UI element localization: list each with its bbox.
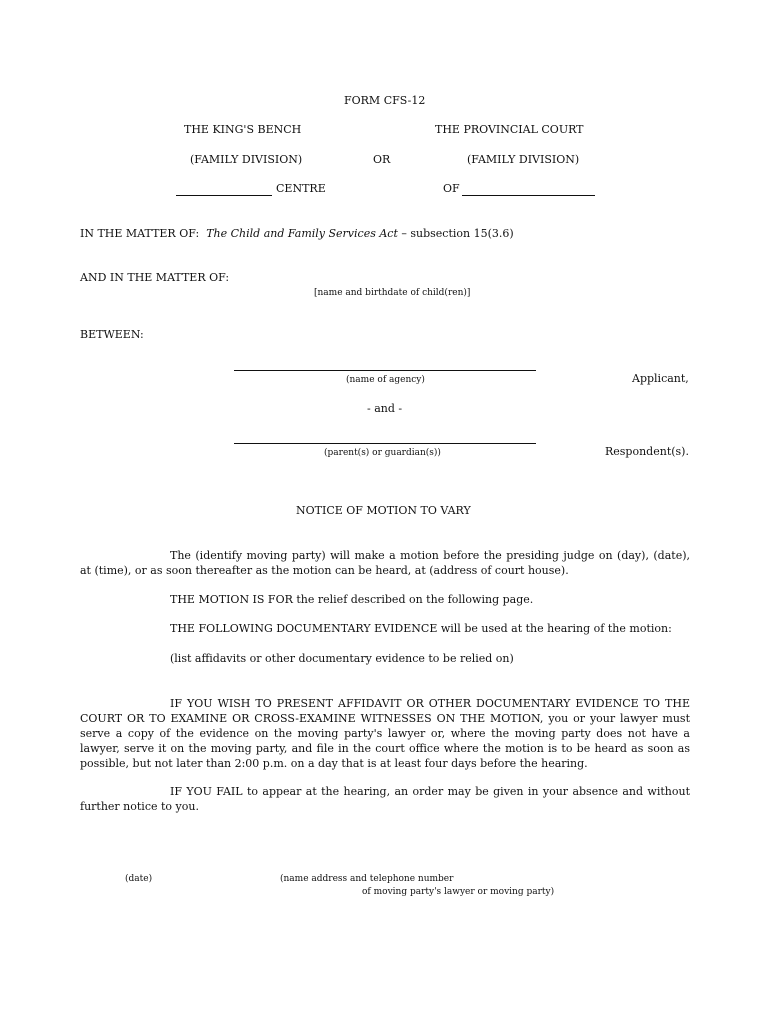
notice-title: NOTICE OF MOTION TO VARY [296, 504, 471, 517]
and-separator: - and - [367, 402, 403, 415]
agency-caption: (name of agency) [346, 375, 425, 385]
form-title: FORM CFS-12 [344, 94, 426, 107]
notice-paragraph-3: THE FOLLOWING DOCUMENTARY EVIDENCE will be used at the hearing of the motion: [170, 622, 672, 635]
notice-paragraph-2: THE MOTION IS FOR the relief described on the following page. [170, 593, 534, 606]
of-label: OF [443, 182, 460, 195]
agency-blank-line[interactable] [234, 370, 536, 371]
parent-blank-line[interactable] [234, 443, 536, 444]
name-caption-line-1: (name address and telephone number [280, 874, 454, 884]
notice-paragraph-4: (list affidavits or other documentary evidence to be relied on) [170, 652, 514, 665]
act-title: The Child and Family Services Act [206, 227, 398, 240]
and-in-the-matter-label: AND IN THE MATTER OF: [80, 271, 230, 284]
in-the-matter-line [80, 227, 514, 241]
of-blank-line[interactable] [462, 195, 595, 196]
centre-blank-line[interactable] [176, 195, 272, 196]
between-label: BETWEEN: [80, 328, 144, 341]
in-the-matter-label: IN THE MATTER OF: [80, 227, 200, 240]
notice-paragraph-1: The (identify moving party) will make a motion before the presiding judge on (day), (date), at (time), or as soon thereafter as the motion can be heard, at (address of court house). [80, 549, 690, 577]
respondent-label: Respondent(s). [605, 445, 689, 458]
left-court-division: (FAMILY DIVISION) [190, 153, 303, 166]
right-court-name: THE PROVINCIAL COURT [435, 123, 584, 136]
date-caption: (date) [125, 874, 153, 884]
parent-caption: (parent(s) or guardian(s)) [324, 448, 441, 458]
notice-paragraph-5: IF YOU WISH TO PRESENT AFFIDAVIT OR OTHER DOCUMENTARY EVIDENCE TO THE COURT OR TO EXAMINE OR CROSS-EXAMINE WITNESSES ON THE MOTION, you or your lawyer must serve a copy of the evidence on the moving party's lawyer or, where the moving party does not have a lawyer, serve it on the moving party, and file in the court office where the motion is to be heard as soon as possible, but not later than 2:00 p.m. on a day that is at least four days before the hearing. [80, 697, 690, 770]
child-caption: [name and birthdate of child(ren)] [314, 288, 471, 298]
centre-label: CENTRE [276, 182, 326, 195]
applicant-label: Applicant, [632, 372, 689, 385]
notice-paragraph-6: IF YOU FAIL to appear at the hearing, an order may be given in your absence and without further notice to you. [80, 785, 690, 813]
act-subsection: – subsection 15(3.6) [397, 227, 514, 240]
name-caption-line-2: of moving party's lawyer or moving party) [362, 887, 555, 897]
or-label: OR [373, 153, 391, 166]
right-court-division: (FAMILY DIVISION) [467, 153, 580, 166]
left-court-name: THE KING'S BENCH [184, 123, 302, 136]
